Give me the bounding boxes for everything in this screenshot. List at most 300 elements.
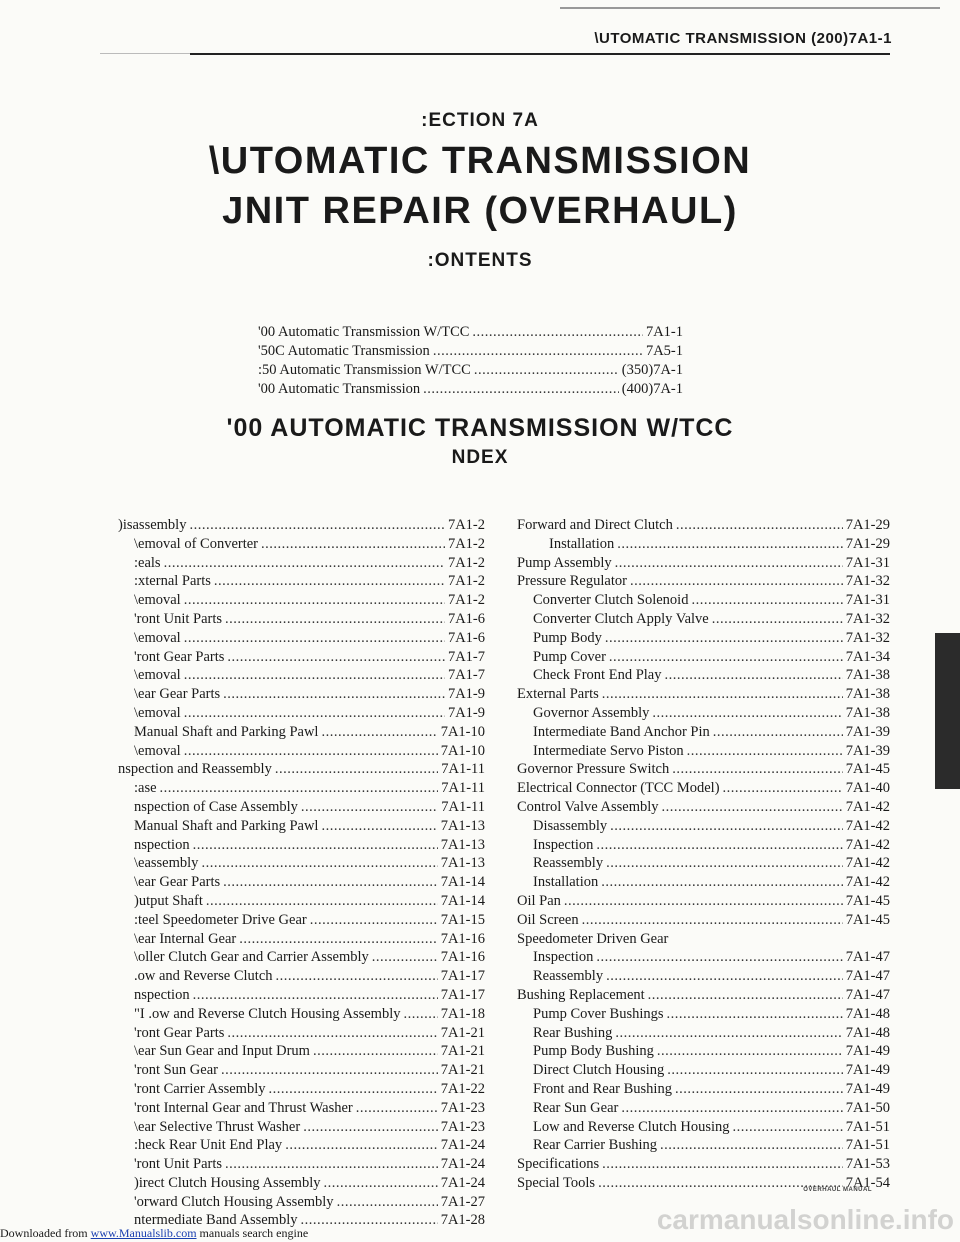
dot-leader (221, 1061, 438, 1080)
index-entry[interactable] (517, 666, 890, 685)
entry-page: 7A1-14 (440, 874, 485, 891)
entry-page: 7A1-13 (440, 836, 485, 853)
entry-title: Oil Pan (517, 892, 561, 909)
entry-page: (350)7A-1 (621, 362, 683, 378)
entry-page: 7A1-28 (440, 1212, 485, 1229)
dot-leader (225, 610, 445, 629)
index-entry[interactable] (517, 572, 890, 591)
index-entry[interactable] (517, 836, 890, 855)
running-header: \UTOMATIC TRANSMISSION (200)7A1-1 (594, 30, 892, 47)
dot-leader (474, 361, 619, 380)
entry-page: 7A1-15 (440, 911, 485, 928)
index-entry[interactable] (517, 535, 890, 554)
dot-leader (667, 1061, 842, 1080)
entry-page: 7A1-16 (440, 949, 485, 966)
entry-title: :teel Speedometer Drive Gear (134, 911, 307, 928)
index-entry[interactable] (118, 685, 485, 704)
dot-leader (223, 873, 438, 892)
dot-leader (667, 1005, 843, 1024)
entry-title: Check Front End Play (533, 667, 662, 684)
entry-page: 7A1-11 (441, 761, 485, 778)
page-title-line-2: JNIT REPAIR (OVERHAUL) (222, 190, 738, 232)
index-column-left (118, 516, 485, 1230)
dot-leader (337, 1193, 438, 1212)
dot-leader (321, 817, 437, 836)
entry-title: '00 Automatic Transmission (258, 381, 421, 397)
entry-title: \emoval (134, 592, 181, 609)
dot-leader (433, 342, 643, 361)
entry-page: 7A1-7 (447, 667, 485, 684)
entry-title: \ear Sun Gear and Input Drum (134, 1043, 310, 1060)
entry-title: nspection and Reassembly (118, 761, 272, 778)
dot-leader (227, 1024, 437, 1043)
section-thumb-tab (935, 633, 960, 789)
index-entry[interactable] (517, 723, 890, 742)
site-watermark: carmanualsonline.info (656, 1204, 954, 1235)
entry-title: Rear Carrier Bushing (533, 1137, 658, 1154)
entry-page: 7A1-22 (440, 1080, 485, 1097)
dot-leader (189, 516, 444, 535)
index-entry[interactable] (118, 1005, 485, 1024)
dot-leader (648, 986, 843, 1005)
contents-item[interactable] (258, 342, 683, 361)
dot-leader (617, 535, 842, 554)
index-entry[interactable] (517, 873, 890, 892)
entry-title: '00 Automatic Transmission W/TCC (258, 324, 470, 340)
entry-title: Rear Sun Gear (533, 1099, 619, 1116)
index-entry[interactable] (517, 967, 890, 986)
entry-title: External Parts (517, 686, 599, 703)
dot-leader (276, 967, 438, 986)
index-entry[interactable] (118, 1136, 485, 1155)
index-entry[interactable] (118, 535, 485, 554)
entry-title: 'ront Unit Parts (134, 1156, 222, 1173)
entry-title: \emoval (134, 742, 181, 759)
entry-page: 7A1-49 (845, 1062, 890, 1079)
dot-leader (184, 591, 445, 610)
entry-page: 7A1-2 (447, 517, 485, 533)
index-entry[interactable] (118, 666, 485, 685)
download-banner (0, 1226, 308, 1241)
dot-leader (621, 1099, 842, 1118)
index-entry[interactable] (118, 1061, 485, 1080)
dot-leader (214, 572, 445, 591)
entry-title: Speedometer Driven Gear (517, 930, 669, 947)
entry-title: Intermediate Band Anchor Pin (533, 723, 710, 740)
dot-leader (606, 967, 843, 986)
entry-title: Special Tools (517, 1174, 596, 1191)
entry-page: 7A1-42 (845, 817, 890, 834)
entry-page: 7A1-38 (845, 667, 890, 684)
entry-page: 7A1-42 (845, 874, 890, 891)
dot-leader (691, 591, 842, 610)
entry-page: 7A1-13 (440, 817, 485, 834)
index-entry[interactable] (118, 610, 485, 629)
dot-leader (225, 1155, 438, 1174)
index-entry[interactable] (118, 948, 485, 967)
entry-page: 7A1-31 (845, 592, 890, 609)
entry-page: 7A1-51 (845, 1137, 890, 1154)
entry-title: Converter Clutch Solenoid (533, 592, 689, 609)
dot-leader (223, 685, 445, 704)
dot-leader (321, 723, 437, 742)
dot-leader (184, 629, 445, 648)
dot-leader (313, 1042, 438, 1061)
entry-page: 7A1-11 (441, 780, 485, 797)
dot-leader (206, 892, 438, 911)
entry-title: '50C Automatic Transmission (258, 343, 430, 359)
entry-page: 7A1-42 (845, 798, 890, 815)
index-entry[interactable] (118, 836, 485, 855)
index-entry[interactable] (118, 572, 485, 591)
dot-leader (662, 798, 843, 817)
dot-leader (596, 836, 842, 855)
entry-page: 7A5-1 (645, 343, 683, 359)
entry-page: 7A1-14 (440, 892, 485, 909)
entry-title: Direct Clutch Housing (533, 1062, 665, 1079)
entry-title: Rear Bushing (533, 1024, 613, 1041)
dot-leader (184, 666, 445, 685)
dot-leader (160, 779, 439, 798)
dot-leader (733, 1118, 843, 1137)
index-entry[interactable] (517, 1024, 890, 1043)
index-entry[interactable] (118, 1193, 485, 1212)
entry-page: 7A1-47 (845, 968, 890, 985)
entry-page: 7A1-24 (440, 1137, 485, 1154)
entry-page: 7A1-39 (845, 723, 890, 740)
index-entry[interactable] (517, 779, 890, 798)
index-heading: NDEX (451, 447, 509, 468)
index-entry[interactable] (517, 817, 890, 836)
index-entry[interactable] (517, 516, 890, 535)
entry-page: 7A1-6 (447, 610, 485, 627)
section-label: :ECTION 7A (421, 110, 539, 131)
entry-title: :xternal Parts (134, 573, 211, 590)
index-column-right (517, 516, 890, 1193)
entry-title: nspection (134, 986, 190, 1003)
entry-title: Pump Cover (533, 648, 606, 665)
entry-page: 7A1-24 (440, 1156, 485, 1173)
entry-page: 7A1-27 (440, 1193, 485, 1210)
entry-page: 7A1-9 (447, 704, 485, 721)
entry-page: 7A1-24 (440, 1174, 485, 1191)
entry-page: 7A1-48 (845, 1005, 890, 1022)
index-entry[interactable] (517, 948, 890, 967)
dot-leader (193, 836, 438, 855)
entry-page: 7A1-17 (440, 968, 485, 985)
index-entry[interactable] (517, 1005, 890, 1024)
index-entry[interactable] (118, 591, 485, 610)
dot-leader (606, 854, 843, 873)
index-entry[interactable] (517, 554, 890, 573)
entry-title: :heck Rear Unit End Play (134, 1137, 283, 1154)
entry-title: Manual Shaft and Parking Pawl (134, 817, 319, 834)
dot-leader (356, 1099, 438, 1118)
entry-title: Front and Rear Bushing (533, 1080, 672, 1097)
index-entry[interactable] (118, 554, 485, 573)
entry-title: .ow and Reverse Clutch (134, 968, 273, 985)
index-entry[interactable] (517, 798, 890, 817)
entry-title: \ear Gear Parts (134, 686, 221, 703)
index-entry[interactable] (118, 629, 485, 648)
entry-page: 7A1-23 (440, 1099, 485, 1116)
entry-page: 7A1-42 (845, 836, 890, 853)
index-entry[interactable] (118, 1155, 485, 1174)
index-entry[interactable] (517, 591, 890, 610)
dot-leader (227, 648, 445, 667)
entry-title: Disassembly (533, 817, 608, 834)
dot-leader (605, 629, 843, 648)
dot-leader (712, 610, 843, 629)
index-entry[interactable] (118, 648, 485, 667)
entry-title: Governor Pressure Switch (517, 761, 670, 778)
entry-title: Governor Assembly (533, 704, 650, 721)
dot-leader (602, 1155, 843, 1174)
index-entry[interactable] (517, 629, 890, 648)
entry-title: \emoval of Converter (134, 535, 259, 552)
dot-leader (310, 911, 438, 930)
index-entry[interactable] (118, 1024, 485, 1043)
entry-page: 7A1-34 (845, 648, 890, 665)
index-entry[interactable] (118, 516, 485, 535)
entry-page: 7A1-2 (447, 554, 485, 571)
dot-leader (675, 1080, 843, 1099)
index-entry[interactable] (118, 986, 485, 1005)
index-entry[interactable] (118, 967, 485, 986)
dot-leader (303, 1118, 437, 1137)
entry-title: Intermediate Servo Piston (533, 742, 684, 759)
index-entry[interactable] (517, 760, 890, 779)
index-entry[interactable] (517, 930, 890, 949)
entry-title: Pump Cover Bushings (533, 1005, 664, 1022)
entry-page: 7A1-45 (845, 761, 890, 778)
header-rule (190, 53, 890, 55)
index-entry[interactable] (118, 1118, 485, 1137)
entry-title: \ear Selective Thrust Washer (134, 1118, 301, 1135)
entry-page: 7A1-38 (845, 704, 890, 721)
entry-title: \oller Clutch Gear and Carrier Assembly (134, 949, 369, 966)
dot-leader (164, 554, 445, 573)
dot-leader (601, 873, 842, 892)
index-entry[interactable] (517, 1155, 890, 1174)
index-entry[interactable] (118, 760, 485, 779)
entry-page: 7A1-21 (440, 1062, 485, 1079)
entry-page: 7A1-17 (440, 986, 485, 1003)
entry-title: \ear Gear Parts (134, 874, 221, 891)
index-entry[interactable] (118, 930, 485, 949)
top-edge-rule (560, 7, 940, 9)
entry-page: 7A1-21 (440, 1043, 485, 1060)
entry-title: 'ront Carrier Assembly (134, 1080, 266, 1097)
index-entry[interactable] (118, 723, 485, 742)
dot-leader (582, 911, 843, 930)
index-entry[interactable] (118, 911, 485, 930)
entry-page: 7A1-38 (845, 686, 890, 703)
entry-page: 7A1-49 (845, 1043, 890, 1060)
contents-item[interactable] (258, 380, 683, 399)
entry-page: 7A1-54 (845, 1174, 890, 1191)
entry-page: 7A1-18 (440, 1005, 485, 1022)
index-entry[interactable] (118, 742, 485, 761)
entry-title: ntermediate Band Assembly (134, 1212, 298, 1229)
dot-leader (184, 742, 438, 761)
entry-page: 7A1-9 (447, 686, 485, 703)
entry-page: 7A1-29 (845, 517, 890, 533)
index-entry[interactable] (517, 911, 890, 930)
header-rule-faint (100, 53, 190, 54)
entry-title: Reassembly (533, 968, 604, 985)
index-entry[interactable] (517, 1099, 890, 1118)
index-entry[interactable] (118, 873, 485, 892)
index-entry[interactable] (517, 986, 890, 1005)
entry-title: nspection of Case Assembly (134, 798, 298, 815)
entry-page: 7A1-29 (845, 535, 890, 552)
dot-leader (664, 666, 842, 685)
entry-title: Installation (549, 535, 615, 552)
entry-title: Installation (533, 874, 599, 891)
entry-page: 7A1-6 (447, 629, 485, 646)
dot-leader (660, 1136, 843, 1155)
entry-title: \ear Internal Gear (134, 930, 237, 947)
entry-title: Pump Body Bushing (533, 1043, 654, 1060)
entry-page: 7A1-42 (845, 855, 890, 872)
dot-leader (239, 930, 437, 949)
dot-leader (687, 742, 843, 761)
index-entry[interactable] (118, 1042, 485, 1061)
entry-title: 'ront Sun Gear (134, 1062, 218, 1079)
dot-leader (423, 380, 619, 399)
dot-leader (301, 1211, 438, 1230)
footer-mark: OVERHAUL MANUAL (803, 1187, 872, 1193)
entry-title: Manual Shaft and Parking Pawl (134, 723, 319, 740)
entry-title: Pump Body (533, 629, 602, 646)
index-entry[interactable] (118, 817, 485, 836)
index-entry[interactable] (118, 854, 485, 873)
entry-title: 'ront Gear Parts (134, 648, 225, 665)
dot-leader (323, 1174, 437, 1193)
entry-title: Inspection (533, 949, 594, 966)
index-entry[interactable] (517, 854, 890, 873)
dot-leader (676, 516, 843, 535)
entry-title: nspection (134, 836, 190, 853)
entry-title: \eassembly (134, 855, 199, 872)
index-entry[interactable] (517, 1061, 890, 1080)
entry-page: 7A1-21 (440, 1024, 485, 1041)
index-entry[interactable] (118, 1099, 485, 1118)
entry-page: 7A1-16 (440, 930, 485, 947)
entry-title: Inspection (533, 836, 594, 853)
entry-title: 'orward Clutch Housing Assembly (134, 1193, 334, 1210)
index-entry[interactable] (517, 1136, 890, 1155)
dot-leader (193, 986, 438, 1005)
contents-item[interactable] (258, 361, 683, 380)
banner-prefix: Downloaded from (0, 1226, 91, 1240)
entry-title: "I .ow and Reverse Clutch Housing Assembly (134, 1005, 401, 1022)
entry-page: 7A1-11 (441, 798, 485, 815)
entry-title: 'ront Unit Parts (134, 610, 222, 627)
dot-leader (372, 948, 438, 967)
entry-title: \emoval (134, 704, 181, 721)
entry-page: 7A1-13 (440, 855, 485, 872)
index-entry[interactable] (118, 892, 485, 911)
index-entry[interactable] (517, 648, 890, 667)
index-entry[interactable] (118, 704, 485, 723)
entry-title: Specifications (517, 1156, 600, 1173)
manualslib-link[interactable]: www.Manualslib.com (90, 1226, 197, 1240)
entry-page: 7A1-10 (440, 723, 485, 740)
entry-title: )isassembly (118, 517, 187, 533)
entry-title: Bushing Replacement (517, 986, 645, 1003)
contents-heading: :ONTENTS (427, 250, 533, 271)
entry-page: 7A1-47 (845, 949, 890, 966)
dot-leader (672, 760, 842, 779)
index-entry[interactable] (118, 1080, 485, 1099)
entry-title: 'ront Internal Gear and Thrust Washer (134, 1099, 353, 1116)
index-entry[interactable] (118, 779, 485, 798)
entry-title: Forward and Direct Clutch (517, 517, 673, 533)
entry-page: 7A1-50 (845, 1099, 890, 1116)
index-entry[interactable] (517, 704, 890, 723)
entry-title: Converter Clutch Apply Valve (533, 610, 709, 627)
entry-title: \emoval (134, 629, 181, 646)
entry-page: 7A1-39 (845, 742, 890, 759)
entry-page: 7A1-2 (447, 535, 485, 552)
dot-leader (596, 948, 842, 967)
dot-leader (615, 554, 843, 573)
entry-title: Low and Reverse Clutch Housing (533, 1118, 730, 1135)
dot-leader (268, 1080, 437, 1099)
entry-title: Electrical Connector (TCC Model) (517, 780, 720, 797)
entry-title: Pressure Regulator (517, 573, 627, 590)
dot-leader (609, 648, 843, 667)
dot-leader (615, 1024, 842, 1043)
entry-page: 7A1-7 (447, 648, 485, 665)
dot-leader (404, 1005, 438, 1024)
entry-page: 7A1-47 (845, 986, 890, 1003)
contents-list (258, 323, 683, 399)
index-entry[interactable] (517, 685, 890, 704)
section-subtitle: '00 AUTOMATIC TRANSMISSION W/TCC (226, 414, 734, 442)
dot-leader (201, 854, 437, 873)
entry-page: (400)7A-1 (621, 381, 683, 397)
entry-title: :ase (134, 780, 157, 797)
index-entry[interactable] (118, 798, 485, 817)
entry-page: 7A1-40 (845, 780, 890, 797)
index-entry[interactable] (517, 1042, 890, 1061)
entry-title: Pump Assembly (517, 554, 612, 571)
contents-item[interactable] (258, 323, 683, 342)
entry-page: 7A1-32 (845, 573, 890, 590)
entry-page: 7A1-2 (447, 592, 485, 609)
entry-page: 7A1-51 (845, 1118, 890, 1135)
entry-page: 7A1-23 (440, 1118, 485, 1135)
entry-page: 7A1-10 (440, 742, 485, 759)
dot-leader (652, 704, 842, 723)
entry-title: 'ront Gear Parts (134, 1024, 225, 1041)
dot-leader (602, 685, 843, 704)
dot-leader (610, 817, 843, 836)
entry-title: :50 Automatic Transmission W/TCC (258, 362, 471, 378)
index-entry[interactable] (517, 1080, 890, 1099)
index-entry[interactable] (517, 892, 890, 911)
index-entry[interactable] (517, 742, 890, 761)
index-entry[interactable] (118, 1174, 485, 1193)
index-entry[interactable] (517, 1118, 890, 1137)
entry-title: \emoval (134, 667, 181, 684)
index-entry[interactable] (517, 610, 890, 629)
entry-page: 7A1-2 (447, 573, 485, 590)
dot-leader (564, 892, 843, 911)
